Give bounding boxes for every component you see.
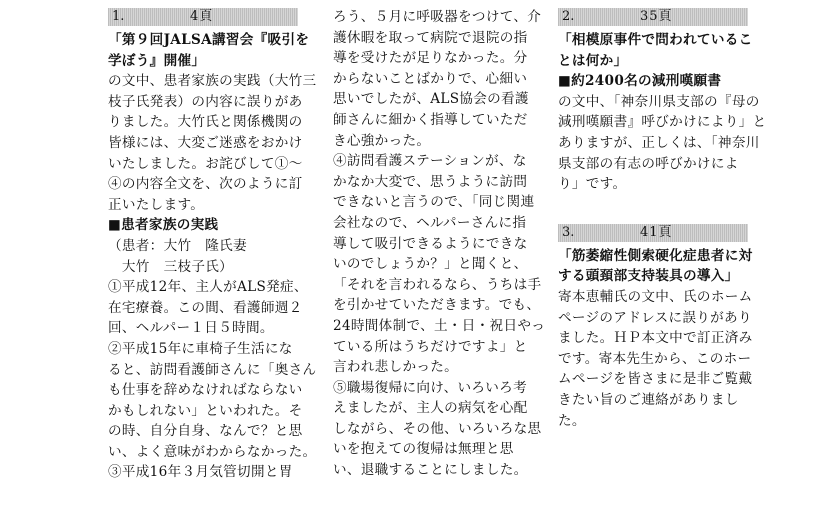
text-line: 会社なので、ヘルパーさんに指 (333, 214, 527, 231)
text-line: の文中、患者家族の実践（大竹三 (108, 73, 317, 90)
text-line: （患者：大竹 隆氏妻 (108, 237, 247, 254)
text-line: いたしました。お詫びして①〜 (108, 155, 303, 172)
text-line: えましたが、主人の病気を心配 (333, 400, 528, 417)
correction-1-continuation-column (333, 8, 546, 481)
text-line: ③平成16年３月気管切開と胃 (108, 464, 293, 481)
text-line: ると、訪問看護師さんに「奥さん (108, 361, 317, 378)
text-line: 「それを言われるなら、うちは手 (333, 276, 542, 293)
text-line: 導して吸引できるようにできな (333, 235, 528, 252)
text-line: ⑤職場復帰に向け、いろいろ考 (333, 379, 527, 396)
correction-2-header (558, 8, 748, 26)
page-reference: 35頁 (640, 9, 673, 24)
text-line: い、よく意味がわからなかった。 (108, 443, 317, 460)
correction-2-body (558, 30, 767, 195)
heading-line: ■患者家族の実践 (108, 217, 219, 234)
text-line: かなか大変で、思うように訪問 (333, 173, 528, 190)
corrections-2-3-column (558, 8, 767, 431)
text-line: です。寄本先生から、このホー (558, 350, 752, 367)
text-line: 護休暇を取って病院で退院の指 (333, 29, 528, 46)
text-line: 在宅療養。この間、看護師週２ (108, 299, 303, 316)
correction-number: 1. (112, 9, 125, 24)
text-line: 県支部の有志の呼びかけによ (558, 155, 739, 172)
section-spacer (558, 195, 748, 224)
text-line: かもしれない」といわれた。そ (108, 402, 303, 419)
text-line: の文中、「神奈川県支部の『母の (558, 93, 760, 110)
correction-1-header (108, 8, 298, 26)
correction-3-body (558, 246, 753, 431)
text-line: ②平成15年に車椅子生活にな (108, 340, 293, 357)
text-line: きたい旨のご連絡がありまし (558, 391, 739, 408)
page-reference: 41頁 (640, 224, 673, 240)
text-line: ている所はうちだけですよ」と (333, 338, 528, 355)
text-line: の時、自分自身、なんで？と思 (108, 423, 303, 440)
text-line: いのでしょうか？」と聞くと、 (333, 256, 528, 273)
text-line: ムページを皆さまに是非ご覧戴 (558, 371, 753, 388)
text-line: いを抱えての復帰は無理と思 (333, 441, 514, 458)
heading-line: する頭頚部支持装具の導入」 (558, 268, 739, 285)
correction-number: 3. (562, 224, 575, 240)
heading-line: 「第９回JALSA講習会『吸引を (108, 32, 310, 48)
correction-1-continuation-body (333, 7, 546, 481)
heading-line: 「筋萎縮性側索硬化症患者に対 (558, 247, 753, 264)
text-line: ろう、５月に呼吸器をつけて、介 (333, 9, 542, 25)
text-line: 大竹 三枝子氏） (108, 258, 234, 275)
text-line: ページのアドレスに誤りがあり (558, 309, 752, 326)
text-line: き心強かった。 (333, 132, 431, 149)
text-line: ありますが、正しくは、「神奈川 (558, 134, 760, 151)
heading-line: とは何か」 (558, 52, 628, 69)
text-line: 言われ悲しかった。 (333, 359, 459, 376)
text-line: りました。大竹氏と関係機関の (108, 114, 303, 131)
text-line: 減刑嘆願書』呼びかけにより」と (558, 114, 767, 131)
text-line: 回、ヘルパー１日５時間。 (108, 320, 274, 337)
text-line: た。 (558, 412, 586, 429)
text-line: 思いでしたが、ALS協会の看護 (333, 91, 529, 108)
text-line: ました。ＨＰ本文中で訂正済み (558, 330, 753, 347)
text-line: 枝子氏発表）の内容に誤りがあ (108, 93, 303, 110)
text-line: い、退職することにしました。 (333, 462, 528, 479)
text-line: ④訪問看護ステーションが、な (333, 153, 527, 170)
text-line: を引かせていただきます。でも、 (333, 297, 541, 314)
page-reference: 4頁 (190, 9, 214, 24)
heading-line: 「相模原事件で問われているこ (558, 32, 753, 48)
text-line: できないと言うので、「同じ関連 (333, 194, 535, 211)
text-line: 正いたします。 (108, 196, 205, 213)
text-line: ④の内容全文を、次のように訂 (108, 176, 303, 193)
text-line: 24時間体制で、土・日・祝日やっ (333, 317, 546, 334)
text-line: 導を受けたが足りなかった。分 (333, 50, 528, 67)
text-line: ①平成12年、主人がALS発症、 (108, 279, 308, 296)
text-line: からないことばかりで、心細い (333, 70, 528, 87)
text-line: り」です。 (558, 176, 627, 193)
text-line: 師さんに細かく指導していただ (333, 111, 528, 128)
text-line: も仕事を辞めなければならない (108, 382, 303, 399)
correction-number: 2. (562, 9, 575, 24)
text-line: 皆様には、大変ご迷惑をおかけ (108, 134, 303, 151)
text-line: 寄本恵輔氏の文中、氏のホーム (558, 288, 753, 305)
correction-1-body (108, 30, 317, 483)
correction-1-column (108, 8, 317, 483)
heading-line: 学ぼう』開催」 (108, 52, 206, 69)
correction-3-header (558, 224, 748, 242)
heading-line: ■約2400名の減刑嘆願書 (558, 73, 722, 90)
text-line: しながら、その他、いろいろな思 (333, 420, 542, 437)
